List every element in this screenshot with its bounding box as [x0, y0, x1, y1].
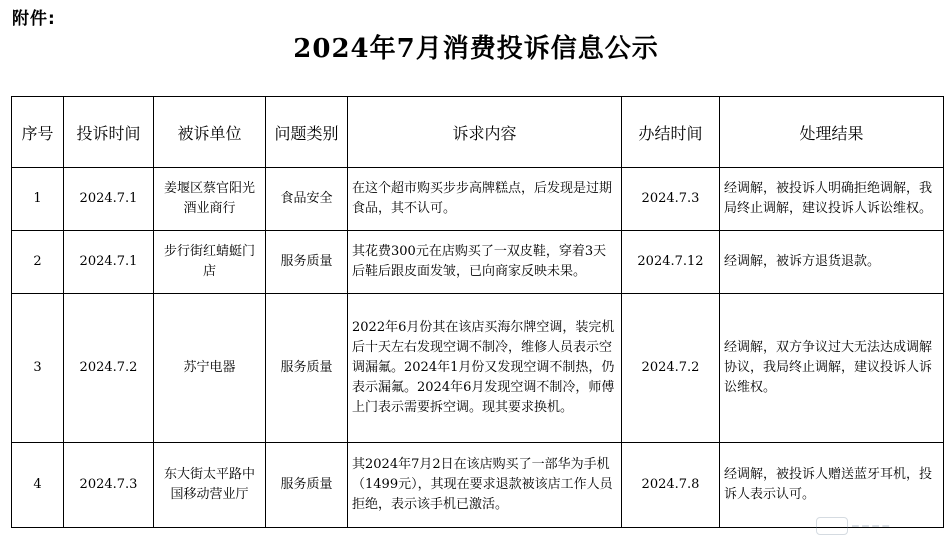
- cell-content: 其花费300元在店购买了一双皮鞋，穿着3天后鞋后跟皮面发皱，已向商家反映未果。: [348, 231, 622, 294]
- cell-respondent: 步行街红蜻蜓门店: [154, 231, 266, 294]
- cell-complaint-date: 2024.7.1: [64, 231, 154, 294]
- cell-complaint-date: 2024.7.3: [64, 443, 154, 528]
- cell-complaint-date: 2024.7.2: [64, 294, 154, 443]
- header-serial-number: 序号: [12, 97, 64, 168]
- document-title: 2024年7月消费投诉信息公示: [293, 34, 659, 64]
- cell-category: 服务质量: [266, 294, 348, 443]
- table-row: [12, 443, 944, 528]
- table-header-row: [12, 97, 944, 168]
- cell-result: 经调解，被诉方退货退款。: [720, 231, 944, 294]
- header-category: 问题类别: [266, 97, 348, 168]
- complaint-table: [11, 96, 944, 528]
- cell-serial-number: 3: [12, 294, 64, 443]
- cell-closed-date: 2024.7.8: [622, 443, 720, 528]
- cell-result: 经调解，双方争议过大无法达成调解协议，我局终止调解，建议投诉人诉讼维权。: [720, 294, 944, 443]
- cell-serial-number: 4: [12, 443, 64, 528]
- cell-category: 服务质量: [266, 443, 348, 528]
- table-row: [12, 168, 944, 231]
- cell-content: 在这个超市购买步步高牌糕点，后发现是过期食品，其不认可。: [348, 168, 622, 231]
- attachment-label: 附件:: [12, 9, 56, 29]
- header-closed-date: 办结时间: [622, 97, 720, 168]
- cell-closed-date: 2024.7.2: [622, 294, 720, 443]
- header-content: 诉求内容: [348, 97, 622, 168]
- cell-serial-number: 1: [12, 168, 64, 231]
- cell-complaint-date: 2024.7.1: [64, 168, 154, 231]
- cell-result: 经调解，被投诉人明确拒绝调解，我局终止调解，建议投诉人诉讼维权。: [720, 168, 944, 231]
- cell-respondent: 东大街太平路中国移动营业厅: [154, 443, 266, 528]
- cell-respondent: 姜堰区蔡官阳光酒业商行: [154, 168, 266, 231]
- header-respondent: 被诉单位: [154, 97, 266, 168]
- cell-closed-date: 2024.7.12: [622, 231, 720, 294]
- cell-category: 服务质量: [266, 231, 348, 294]
- cell-content: 其2024年7月2日在该店购买了一部华为手机（1499元），其现在要求退款被该店工作人员拒绝，表示该手机已激活。: [348, 443, 622, 528]
- watermark-logo: [816, 516, 946, 536]
- cell-content: 2022年6月份其在该店买海尔牌空调，装完机后十天左右发现空调不制冷，维修人员表示空调漏氟。2024年1月份又发现空调不制热，仍表示漏氟。2024年6月发现空调不制冷，师傅上门表示需要拆空调。现其要求换机。: [348, 294, 622, 443]
- header-result: 处理结果: [720, 97, 944, 168]
- table-row: [12, 294, 944, 443]
- cell-serial-number: 2: [12, 231, 64, 294]
- cell-category: 食品安全: [266, 168, 348, 231]
- cell-respondent: 苏宁电器: [154, 294, 266, 443]
- watermark-box-icon: [816, 517, 848, 535]
- cell-closed-date: 2024.7.3: [622, 168, 720, 231]
- header-complaint-date: 投诉时间: [64, 97, 154, 168]
- watermark-mark: ━ ━ ━ ━: [852, 519, 889, 533]
- table-row: [12, 231, 944, 294]
- cell-result: 经调解，被投诉人赠送蓝牙耳机，投诉人表示认可。: [720, 443, 944, 528]
